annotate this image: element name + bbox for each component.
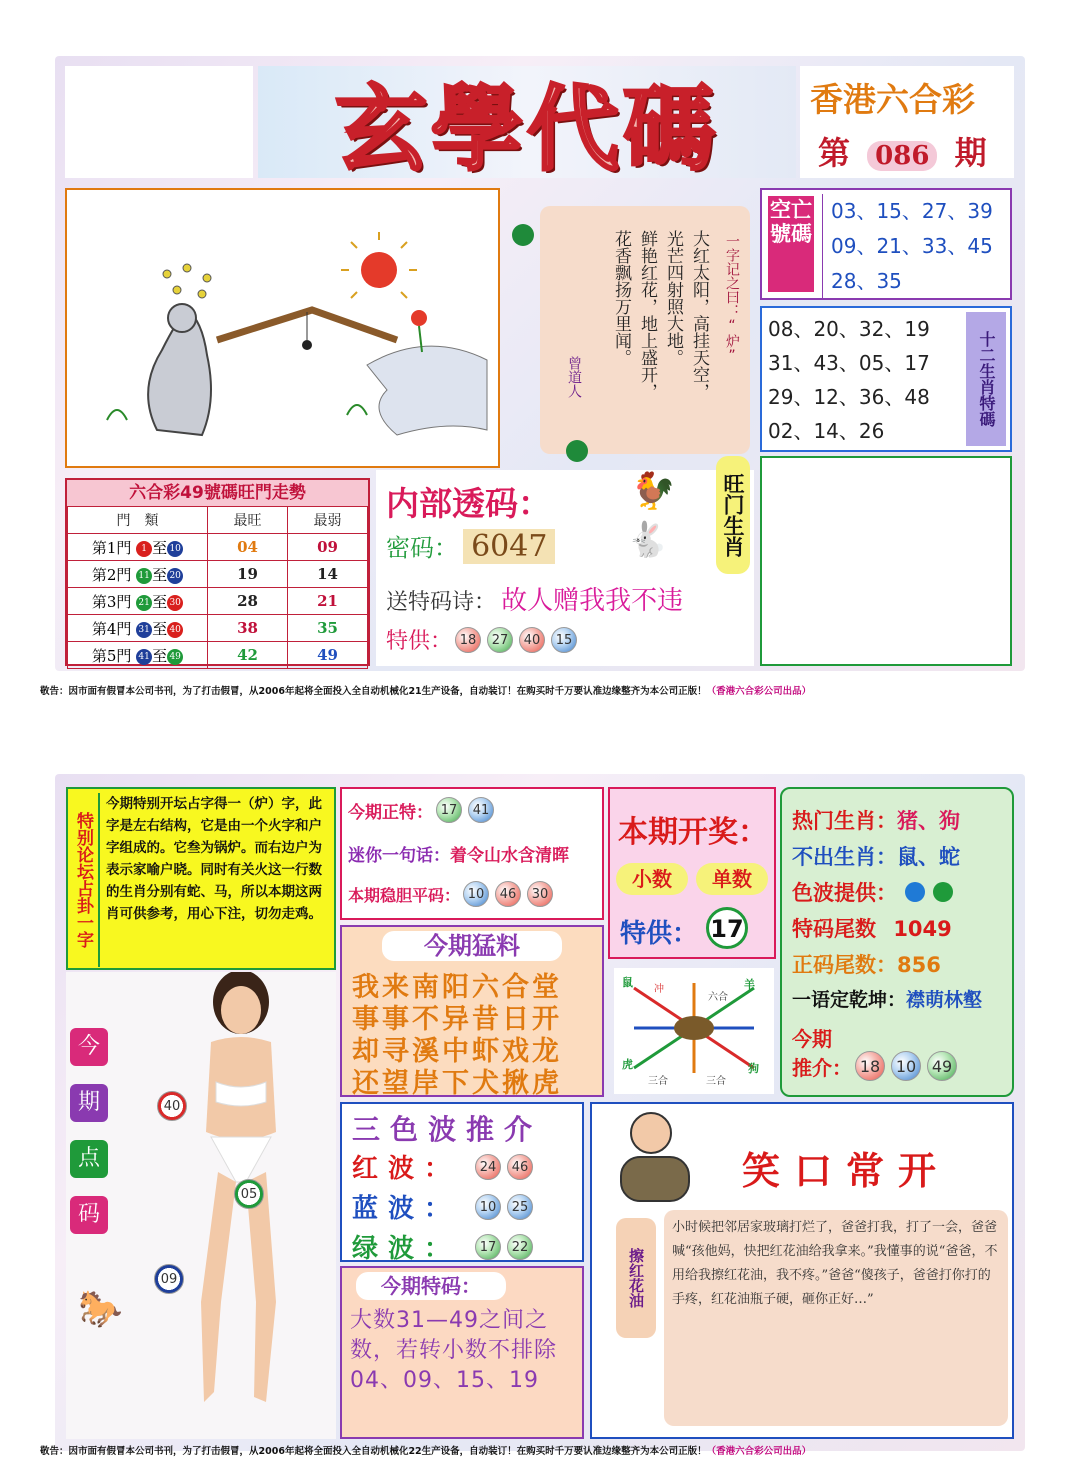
gate-cell [68,534,208,561]
tonight-label [70,1028,108,1234]
poem-text: 故人赠我我不违 [501,586,684,616]
kongwang-row: 03、15、27、39 [831,199,993,223]
col-header: 最旺 [208,507,288,534]
hot-row [792,805,960,835]
gate-name: 第4門 [91,619,132,638]
joke-tag: 擦红花油 [616,1218,656,1338]
warning-top [40,683,1040,697]
hot-value: 856 [897,953,941,977]
tema-panel [340,1266,584,1439]
wave-ball: 24 [475,1154,501,1180]
hot-row [792,985,982,1012]
hot-row [792,949,941,979]
cold-value: 35 [288,615,368,642]
poem-line-2: 光芒四射照大地。 [663,230,683,366]
password-value: 6047 [463,529,555,564]
poem-label: 送特码诗： [386,590,497,615]
pingma-ball: 10 [463,881,489,907]
draw-title: 本期开奖： [618,815,768,850]
compass-panel [614,968,774,1094]
tonight-ball: 09 [154,1264,184,1294]
zodiac-row: 02、14、26 [768,419,885,443]
blank-corner [65,66,253,178]
wave-label: 蓝波： [352,1194,461,1224]
wave-row [352,1148,536,1185]
forum-text: 今期特别开坛占字得一（炉）字，此字是左右结构，它是由一个火字和户字组成的。它叁为锅炉。而右边户为表示家喻户晓。同时有关火这一行数的生肖分别有蛇、马，所以本期这两肖可供参考，用心下注，切勿走鸡。 [106,796,322,922]
compass-label: 六合 [708,992,728,1003]
draw-tag: 小数 [616,863,688,895]
joke-title: 笑口常开 [742,1148,951,1193]
special-label: 特供： [386,629,453,654]
table-row [68,615,368,642]
issue-line [818,128,987,174]
brand-name: 香港六合彩 [810,80,975,119]
special-ball: 40 [519,627,545,653]
gate-cell [68,642,208,669]
wave-label: 绿波： [352,1234,461,1264]
kongwang-label: 空亡號碼 [768,196,814,292]
hot-label: 热门生肖： [792,809,897,833]
hot-value: 42 [208,642,288,669]
range-mid: 至 [152,619,168,638]
wave-dot [933,882,953,902]
password-label: 密码： [386,534,458,562]
rec-ball: 10 [891,1051,921,1081]
joke-text: 小时候把邻居家玻璃打烂了，爸爸打我，打了一会，爸爸喊“孩他妈，快把红花油给我拿来。”我懂事的说“爸爸，不用给我擦红花油，我不疼。”爸爸“傻孩子，爸爸打你打的手疼，红花油瓶子硬，砸你正好…” [672,1220,998,1307]
tonight-code-panel [66,972,336,1439]
zodiac-row: 08、20、32、19 [768,317,930,341]
poem-seal: 曾道人 [566,356,582,398]
phrase-text: 着令山水含清晖 [450,846,569,866]
hot-label: 特码尾数 [792,917,876,941]
hot-label: 色波提供： [792,881,897,905]
pingma-ball: 30 [527,881,553,907]
gate-name: 第1門 [91,538,132,557]
gate-table-panel [65,478,370,666]
gate-name: 第5門 [91,646,132,665]
compass-label: 冲 [654,984,664,995]
hot-value: 猪、狗 [897,809,960,833]
wave-row [352,1188,536,1225]
range-ball: 10 [167,541,183,557]
table-row [68,588,368,615]
warning-tail: （香港六合彩公司出品） [706,686,812,697]
compass-label: 狗 [748,1062,759,1075]
forum-label: 特别论坛占卦一字 [70,793,100,967]
wave-label: 红波： [352,1154,461,1184]
compass-label: 鼠 [622,976,633,989]
hot-value: 襟萌林壑 [906,989,983,1011]
horse-icon: 🐎 [78,1289,123,1330]
draw-special-label: 特供： [620,919,699,949]
laughing-icon [620,1112,690,1204]
phrase-label: 迷你一句话： [348,846,450,866]
zodiac-label: 旺门生肖 [716,456,750,574]
pingma-label: 本期稳胆平码： [348,885,461,905]
hot-row [792,841,960,871]
kongwang-numbers [822,194,1012,299]
rooster-icon: 🐓 [631,471,676,512]
inside-title: 内部透码： [386,484,551,523]
special-ball: 18 [455,627,481,653]
col-header: 門 類 [68,507,208,534]
range-ball: 11 [136,568,152,584]
table-row [68,534,368,561]
range-ball: 40 [167,622,183,638]
forum-panel [66,787,336,970]
poem-line-4: 花香飘扬万里闻。 [611,230,631,366]
cartoon-illustration [65,188,500,468]
pingma-line [348,881,556,907]
special-line [386,624,580,655]
mengliao-line: 事事不异昔日开 [352,1004,562,1035]
leaf-icon-2 [566,440,588,462]
compass-label: 三合 [706,1076,726,1087]
rec-ball: 49 [927,1051,957,1081]
range-ball: 31 [136,622,152,638]
issue-panel [800,66,1014,178]
gate-cell [68,615,208,642]
zhengte-ball: 41 [468,797,494,823]
rabbit-icon: 🐇 [626,520,669,560]
compass-label: 虎 [622,1058,633,1071]
hot-value: 38 [208,615,288,642]
wave-dot [905,882,925,902]
table-row [68,642,368,669]
kongwang-row: 09、21、33、45 [831,234,993,258]
gate-cell [68,561,208,588]
wave-ball: 10 [475,1194,501,1220]
rec-label-2: 推介： [792,1055,852,1080]
range-mid: 至 [152,565,168,584]
poem-line [386,580,683,617]
poem-heading: 一字记之曰：“炉” [724,234,740,364]
rec-label-1: 今期 [792,1027,832,1051]
label-char: 码 [70,1196,108,1234]
tema-title: 今期特码： [356,1272,506,1300]
waves-panel [340,1102,584,1262]
table-row [68,561,368,588]
bear-sun-illustration [67,190,498,466]
wave-ball: 25 [507,1194,533,1220]
cold-value: 14 [288,561,368,588]
range-ball: 21 [136,595,152,611]
zodiac-numbers [768,312,930,448]
special-ball: 15 [551,627,577,653]
warning-bottom [40,1443,1040,1457]
tonight-ball: 40 [157,1091,187,1121]
zhengte-label: 今期正特： [348,802,433,823]
draw-tag: 单数 [696,863,768,895]
zhengte-ball: 17 [436,797,462,823]
range-ball: 30 [167,595,183,611]
gate-table-header [68,507,368,534]
mengliao-panel [340,925,604,1097]
hot-value: 1049 [893,917,952,941]
phrase-line [348,841,569,866]
kongwang-row: 28、35 [831,269,902,293]
gate-cell [68,588,208,615]
tonight-ball: 05 [234,1179,264,1209]
kongwang-panel [760,188,1012,300]
gate-table [67,506,368,669]
wave-ball: 46 [507,1154,533,1180]
hot-row [792,877,953,907]
cold-value: 09 [288,534,368,561]
zhengte-line [348,797,497,823]
zodiac-row: 31、43、05、17 [768,351,930,375]
hot-label: 一语定乾坤： [792,989,907,1011]
hot-value: 04 [208,534,288,561]
special-ball: 27 [487,627,513,653]
waves-title: 三色波推介 [352,1113,543,1146]
joke-panel [590,1102,1014,1439]
wave-ball: 22 [507,1234,533,1260]
hot-label: 正码尾数： [792,953,897,977]
gate-name: 第3門 [91,592,132,611]
empty-panel [760,456,1012,666]
model-figure [126,972,326,1432]
tema-text: 大数31—49之间之数，若转小数不排除04、09、15、19 [350,1308,558,1393]
hot-panel [780,787,1014,1097]
wave-row [352,1228,536,1265]
password-line [386,528,555,564]
compass-label: 羊 [744,978,755,991]
label-char: 点 [70,1140,108,1178]
pingma-ball: 46 [495,881,521,907]
wave-ball: 17 [475,1234,501,1260]
gate-table-title: 六合彩49號碼旺門走勢 [67,480,368,506]
range-ball: 20 [167,568,183,584]
inside-code-panel [376,470,754,666]
hot-value: 鼠、蛇 [897,845,960,869]
label-char: 今 [70,1028,108,1066]
joke-text-box [664,1210,1008,1426]
range-mid: 至 [152,538,168,557]
zodiac-numbers-panel [760,306,1012,452]
range-ball: 1 [136,541,152,557]
label-char: 期 [70,1084,108,1122]
hot-label: 不出生肖： [792,845,897,869]
hot-value: 28 [208,588,288,615]
hot-value: 19 [208,561,288,588]
hot-row [792,913,952,943]
rec-ball: 18 [855,1051,885,1081]
warning-tail: （香港六合彩公司出品） [706,1446,812,1457]
warning-text: 敬告：因市面有假冒本公司书刊，为了打击假冒，从2006年起将全面投入全自动机械化21生产设备，自动装订！在购买时千万要认准边缘整齐为本公司正版！ [40,686,707,697]
issue-suffix: 期 [954,134,987,172]
col-header: 最弱 [288,507,368,534]
warning-text: 敬告：因市面有假冒本公司书刊，为了打击假冒，从2006年起将全面投入全自动机械化22生产设备，自动装订！在购买时千万要认准边缘整齐为本公司正版！ [40,1446,707,1457]
cold-value: 49 [288,642,368,669]
poem-line-3: 鲜艳红花，地上盛开， [637,230,657,400]
zhengte-panel [340,787,604,920]
compass-label: 三合 [648,1076,668,1087]
main-title: 玄學代碼 [334,75,719,183]
draw-special-ball: 17 [706,907,748,949]
mengliao-title: 今期猛料 [382,931,562,961]
zodiac-label: 十二生肖特碼 [966,312,1006,446]
mengliao-line: 我来南阳六合堂 [352,972,562,1003]
range-mid: 至 [152,592,168,611]
issue-number: 086 [867,141,937,171]
mengliao-line: 却寻溪中虾戏龙 [352,1036,562,1067]
zodiac-row: 29、12、36、48 [768,385,930,409]
poem-scroll [540,206,750,454]
range-mid: 至 [152,646,168,665]
range-ball: 41 [136,649,152,665]
draw-panel [608,787,776,959]
gate-name: 第2門 [91,565,132,584]
poem-line-1: 大红太阳，高挂天空， [689,230,709,400]
title-banner [258,66,796,183]
mengliao-line: 还望岸下犬揪虎 [352,1068,562,1099]
leaf-icon [512,224,534,246]
issue-prefix: 第 [818,134,851,172]
cold-value: 21 [288,588,368,615]
rec-line [792,1051,960,1081]
range-ball: 49 [167,649,183,665]
